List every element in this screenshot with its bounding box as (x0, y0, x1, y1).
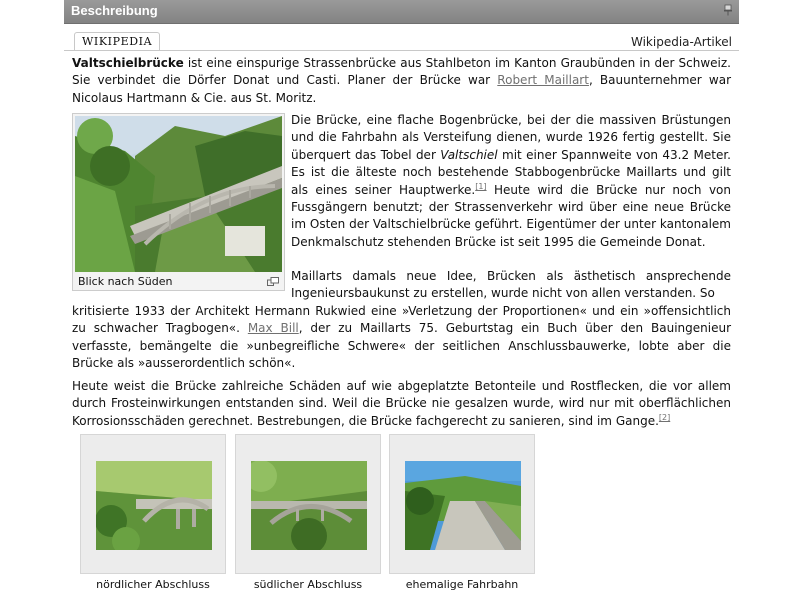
gallery-caption-south: südlicher Abschluss (253, 578, 363, 591)
pin-icon[interactable] (723, 4, 733, 16)
p2-text-a: Die Brücke, eine flache Bogenbrücke, bei der die massiven Brüstungen und die Fahrbahn als Versteifung dienen, wurde 1926 fertig gestellt. Sie überquert das Tobel der (291, 113, 731, 162)
gallery-item-roadway[interactable] (389, 434, 535, 574)
gallery-item-south[interactable] (235, 434, 381, 574)
p3-first-line: Maillarts damals neue Idee, Brücken als ästhetisch ansprechende Ingenieursbaukunst zu erstellen, wurde nicht von allen verstanden. So (291, 269, 731, 301)
reference-1-link[interactable]: [1] (475, 181, 487, 191)
bridge-photo-south-view[interactable] (75, 116, 282, 272)
p2-italic: Valtschiel (440, 147, 498, 162)
p2-text-c: Heute wird die Brücke nur noch von Fussgängern benutzt; der Strassenverkehr wird über eine neue Brücke im Osten der Valtschielbrücke geführt. Eigentümer der unter kantonalem Denkmalschutz stehenden Brücke ist seit 1995 die Gemeinde Donat. (291, 182, 731, 249)
gallery-item-north[interactable] (80, 434, 226, 574)
tab-divider (64, 50, 739, 51)
reference-2-link[interactable]: [2] (658, 412, 671, 422)
panel-title: Beschreibung (71, 3, 158, 18)
paragraph-reception (72, 268, 731, 372)
p3-text-a: kritisierte 1933 der Architekt Hermann Rukwied eine »Verletzung der Proportionen« und ein »offensichtlich zu schwacher Tragbogen«. (72, 303, 731, 336)
link-max-bill[interactable]: Max Bill (247, 321, 299, 336)
p1-text-a: ist eine einspurige Strassenbrücke aus Stahlbeton im Kanton Graubünden in der Schweiz. Sie verbindet die Dörfer Donat und Casti. Planer der Brücke war (72, 56, 731, 88)
p3-text-b: , der zu Maillarts 75. Geburtstag ein Buch über den Bauingenieur verfasste, bemängelte die »unbegreifliche Schwere« der seitlichen Anschlussbauwerke, lobte aber die Brücke als »ausserordentlich schön«. (72, 321, 731, 371)
wikipedia-source-tab[interactable]: WIKIPEDIA (74, 32, 160, 51)
link-robert-maillart[interactable]: Robert Maillart (497, 73, 589, 88)
article-subject: Valtschielbrücke (72, 56, 184, 70)
article-label: Wikipedia-Artikel (630, 35, 732, 49)
p2-text-b: mit einer Spannweite von 43.2 Meter. Es ist die älteste noch bestehende Stabbogenbrücke Maillarts und gilt als eines seiner Hauptwerke. (291, 147, 731, 197)
main-figure-caption: Blick nach Süden (78, 275, 173, 288)
gallery-photo-roadway[interactable] (405, 461, 521, 550)
description-panel (64, 0, 739, 600)
p4-text: Heute weist die Brücke zahlreiche Schäden auf wie abgeplatzte Betonteile und Rostflecken, die vor allem durch Frosteinwirkungen entstanden sind. Weil die Brücke nie gesalzen wurde, wird nur mit oberflächlichen Korrosionsschäden gerechnet. Bestrebungen, die Brücke fachgerecht zu sanieren, sind im Gange. (72, 379, 731, 428)
gallery-photo-south[interactable] (251, 461, 367, 550)
gallery-caption-roadway: ehemalige Fahrbahn (405, 578, 519, 591)
p1-text-b: , Bauunternehmer war Nicolaus Hartmann & Cie. aus St. Moritz. (72, 73, 732, 105)
paragraph-intro (72, 55, 731, 107)
main-figure[interactable] (72, 113, 285, 291)
gallery-caption-north: nördlicher Abschluss (96, 578, 210, 591)
gallery-photo-north[interactable] (96, 461, 212, 550)
paragraph-condition (72, 378, 731, 430)
panel-titlebar (64, 0, 739, 24)
paragraph-history (291, 112, 731, 251)
